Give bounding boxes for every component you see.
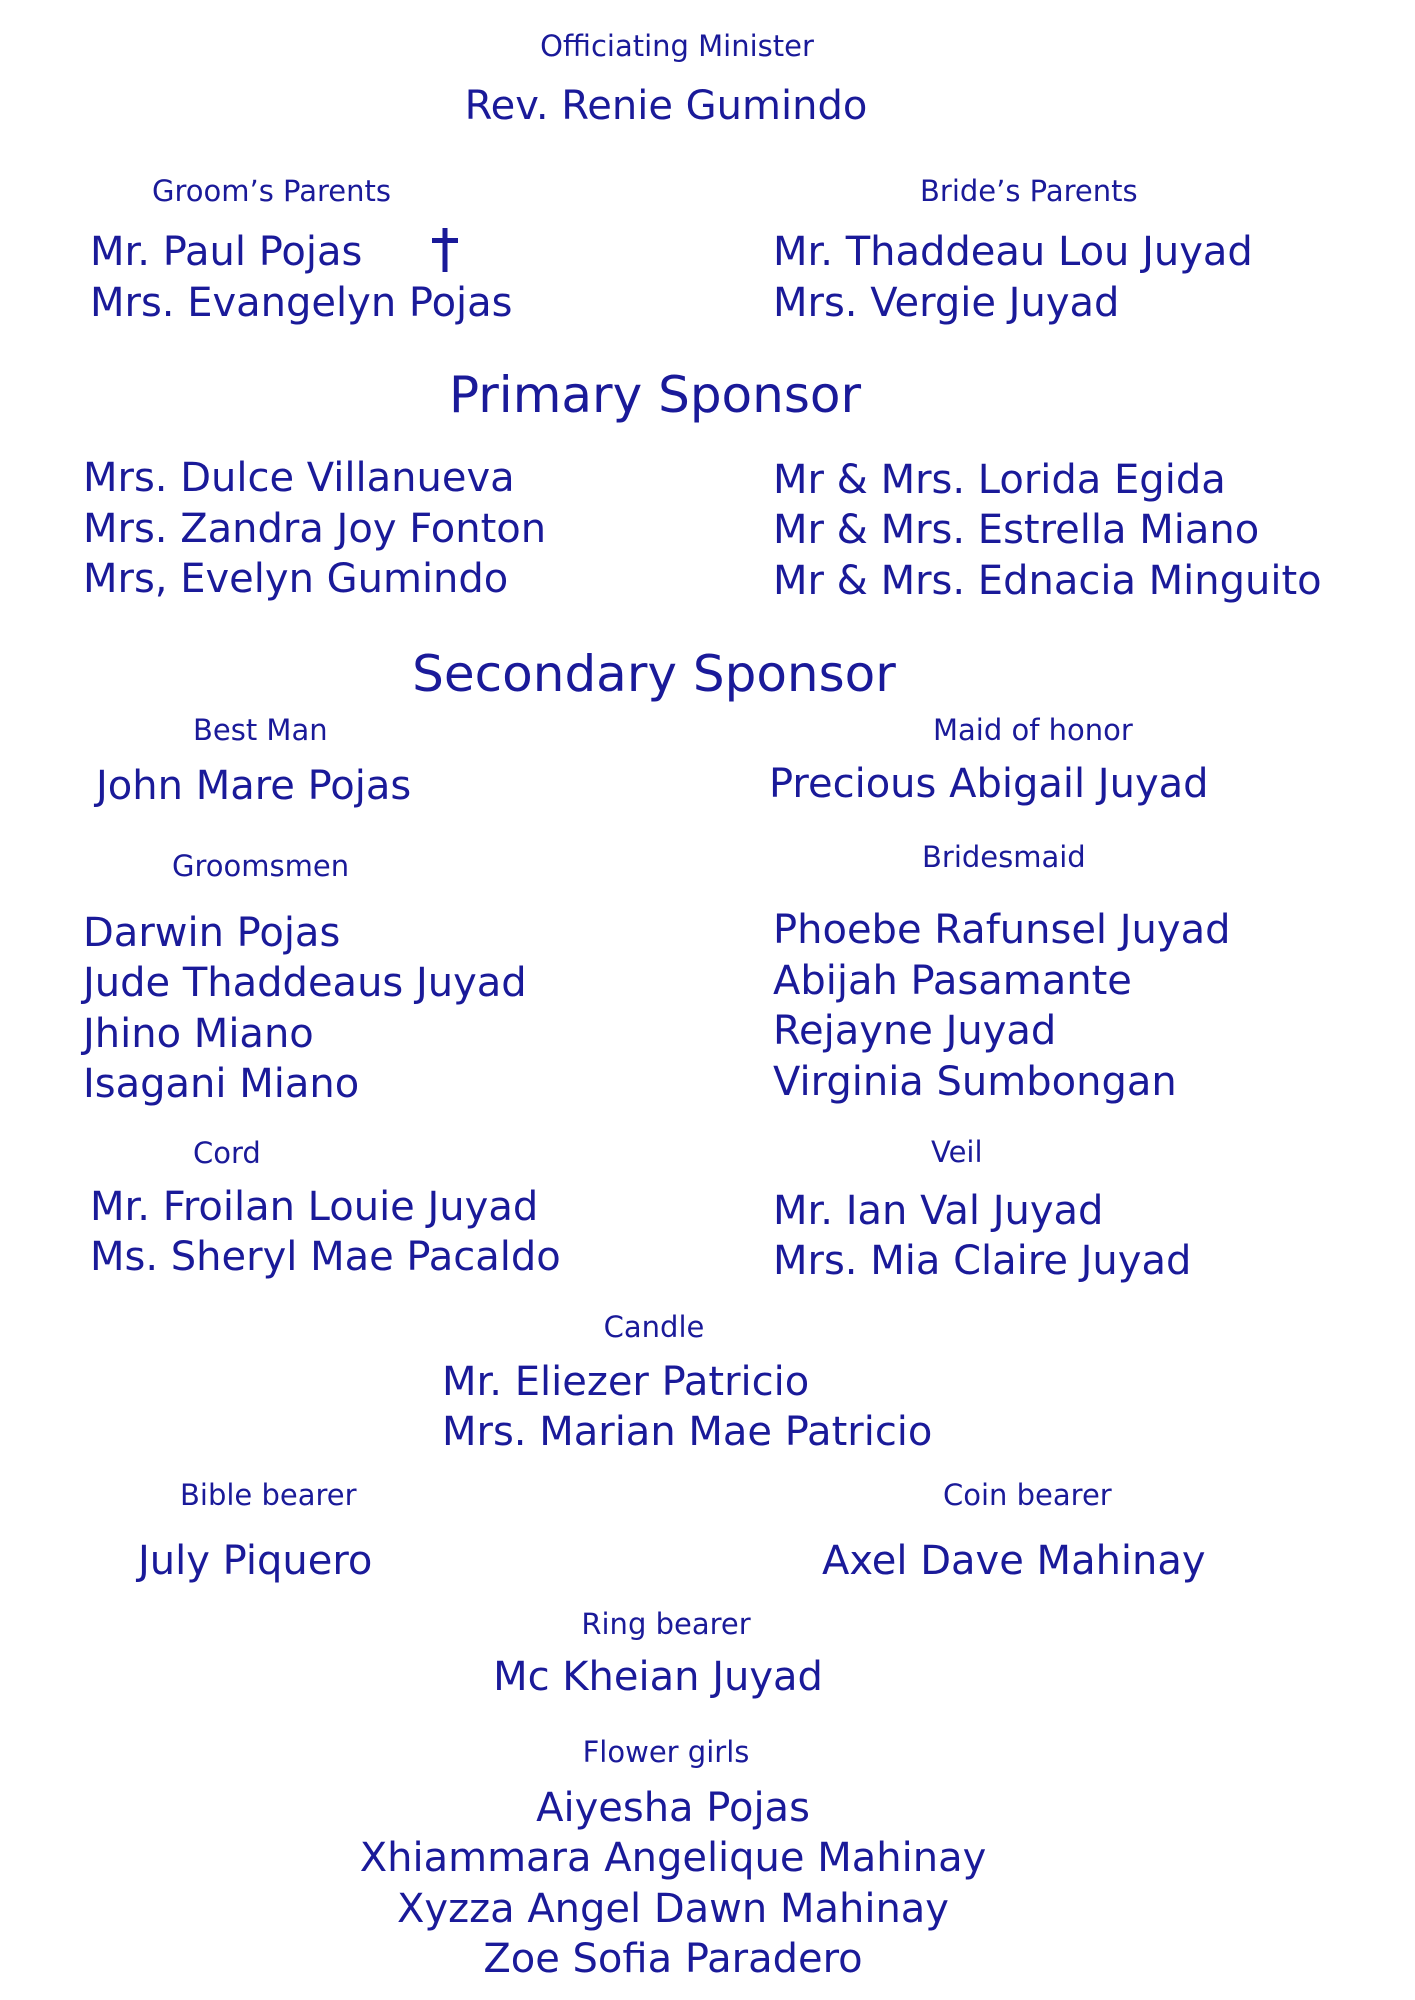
flower-girl-name: Aiyesha Pojas bbox=[536, 1785, 810, 1831]
primary-sponsor-heading: Primary Sponsor bbox=[448, 366, 862, 424]
best-man-name: John Mare Pojas bbox=[96, 763, 412, 809]
candle-name: Mrs. Marian Mae Patricio bbox=[442, 1409, 933, 1455]
cord-name: Mr. Froilan Louie Juyad bbox=[90, 1184, 539, 1230]
ring-bearer-label: Ring bearer bbox=[581, 1607, 751, 1641]
brides-parent-name: Mrs. Vergie Juyad bbox=[773, 280, 1120, 326]
cord-name: Ms. Sheryl Mae Pacaldo bbox=[90, 1234, 561, 1280]
maid-of-honor-label: Maid of honor bbox=[933, 713, 1133, 747]
brides-parent-name: Mr. Thaddeau Lou Juyad bbox=[773, 229, 1253, 275]
maid-of-honor-name: Precious Abigail Juyad bbox=[769, 761, 1209, 807]
groomsman-name: Jude Thaddeaus Juyad bbox=[83, 960, 527, 1006]
groomsman-name: Isagani Miano bbox=[83, 1061, 360, 1107]
bridesmaid-label: Bridesmaid bbox=[922, 840, 1086, 874]
bridesmaid-name: Rejayne Juyad bbox=[773, 1008, 1057, 1054]
grooms-parent-name: Mrs. Evangelyn Pojas bbox=[90, 280, 513, 326]
primary-sponsor-name: Mr & Mrs. Estrella Miano bbox=[773, 507, 1260, 553]
veil-label: Veil bbox=[931, 1135, 983, 1169]
secondary-sponsor-heading: Secondary Sponsor bbox=[412, 645, 896, 703]
primary-sponsor-name: Mrs. Zandra Joy Fonton bbox=[83, 506, 547, 552]
brides-parents-label: Bride’s Parents bbox=[920, 174, 1138, 208]
bible-bearer-label: Bible bearer bbox=[180, 1478, 357, 1512]
bridesmaid-name: Phoebe Rafunsel Juyad bbox=[773, 907, 1231, 953]
coin-bearer-label: Coin bearer bbox=[943, 1478, 1112, 1512]
groomsman-name: Jhino Miano bbox=[83, 1011, 314, 1057]
groomsman-name: Darwin Pojas bbox=[83, 910, 341, 956]
cross-icon bbox=[432, 228, 458, 272]
primary-sponsor-name: Mr & Mrs. Ednacia Minguito bbox=[773, 558, 1322, 604]
flower-girls-label: Flower girls bbox=[582, 1735, 750, 1769]
groomsmen-label: Groomsmen bbox=[172, 849, 350, 883]
veil-name: Mr. Ian Val Juyad bbox=[773, 1188, 1104, 1234]
bridesmaid-name: Virginia Sumbongan bbox=[773, 1059, 1177, 1105]
officiating-label: Officiating Minister bbox=[540, 29, 814, 63]
veil-name: Mrs. Mia Claire Juyad bbox=[773, 1238, 1192, 1284]
candle-name: Mr. Eliezer Patricio bbox=[442, 1359, 810, 1405]
primary-sponsor-name: Mr & Mrs. Lorida Egida bbox=[773, 457, 1226, 503]
best-man-label: Best Man bbox=[193, 713, 328, 747]
primary-sponsor-name: Mrs, Evelyn Gumindo bbox=[83, 556, 509, 602]
grooms-parent-name: Mr. Paul Pojas bbox=[90, 229, 363, 275]
candle-label: Candle bbox=[603, 1310, 705, 1344]
bible-bearer-name: July Piquero bbox=[138, 1538, 373, 1584]
flower-girl-name: Xhiammara Angelique Mahinay bbox=[359, 1835, 987, 1881]
grooms-parents-label: Groom’s Parents bbox=[152, 174, 391, 208]
cord-label: Cord bbox=[193, 1136, 261, 1170]
primary-sponsor-name: Mrs. Dulce Villanueva bbox=[83, 455, 515, 501]
ring-bearer-name: Mc Kheian Juyad bbox=[493, 1654, 823, 1700]
coin-bearer-name: Axel Dave Mahinay bbox=[822, 1538, 1206, 1584]
bridesmaid-name: Abijah Pasamante bbox=[773, 958, 1132, 1004]
officiating-name: Rev. Renie Gumindo bbox=[464, 83, 868, 129]
flower-girl-name: Zoe Sofia Paradero bbox=[483, 1936, 863, 1982]
flower-girl-name: Xyzza Angel Dawn Mahinay bbox=[397, 1886, 949, 1932]
